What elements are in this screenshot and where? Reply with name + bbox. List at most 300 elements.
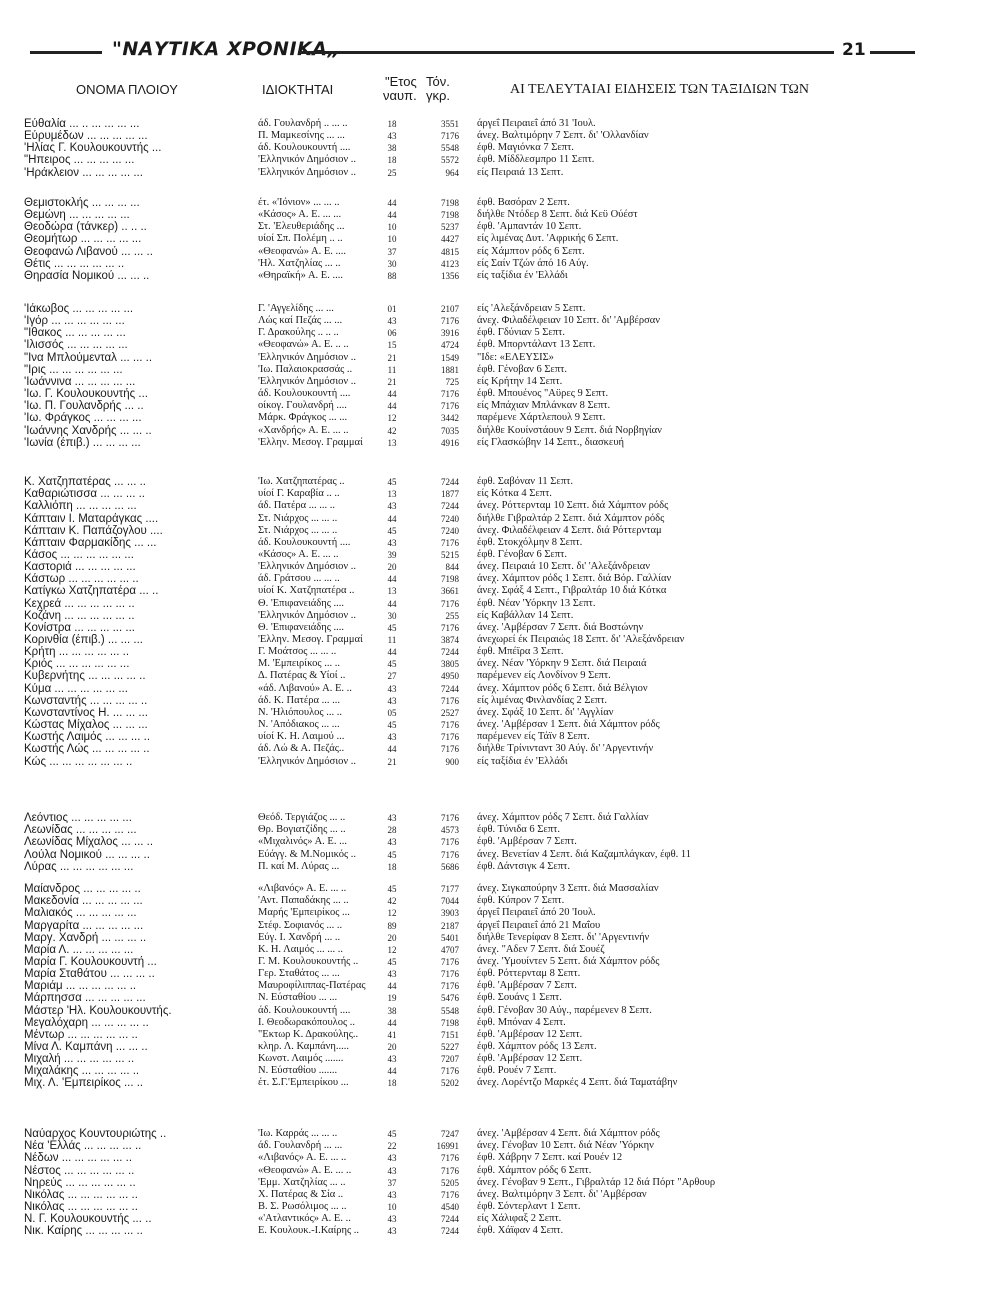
owner: άδ. Κ. Πατέρα ... ... [258, 694, 340, 706]
table-row [0, 1128, 1000, 1140]
header-rule [298, 51, 834, 54]
latest-news: έφθ. 'Αμβέρσαν 12 Σεπτ. [477, 1028, 583, 1040]
table-row [0, 658, 1000, 670]
ship-name: 'Ιωνία (έπιβ.) ... ... ... ... [24, 436, 141, 449]
table-row [0, 1140, 1000, 1152]
ship-name: Κάπταιν Ι. Ματαράγκας .... [24, 512, 159, 525]
table-row [0, 315, 1000, 327]
table-row [0, 500, 1000, 512]
table-row [0, 167, 1000, 179]
header-rule [870, 51, 915, 54]
ship-name: Κορινθία (έπιβ.) ... ... ... [24, 634, 143, 646]
year-built: 12 [387, 944, 397, 955]
table-row [0, 303, 1000, 315]
column-header-year-sub: ναυπ. [383, 88, 417, 103]
table-row [0, 731, 1000, 743]
table-row [0, 622, 1000, 634]
latest-news: άνεχ. Σφάξ 4 Σεπτ., Γιβραλτάρ 10 διά Κότκα [477, 585, 667, 597]
gross-tons: 5548 [441, 143, 459, 154]
owner: Ν. Εύσταθίου ... ... [258, 992, 338, 1004]
year-built: 43 [387, 969, 397, 979]
gross-tons: 7176 [441, 956, 459, 967]
year-built: 30 [387, 610, 397, 621]
year-built: 39 [387, 549, 397, 560]
year-built: 44 [387, 598, 397, 609]
year-built: 43 [387, 1153, 397, 1164]
year-built: 01 [387, 304, 397, 314]
owner: Θ. 'Επιφανειάδης .... [258, 621, 345, 633]
latest-news: έφθ. 'Αμπαντάν 10 Σεπτ. [477, 221, 582, 233]
gross-tons: 7198 [441, 574, 459, 585]
year-built: 18 [387, 1078, 397, 1089]
owner: 'Ελληνικόν Δημόσιον .. [258, 351, 357, 363]
gross-tons: 7176 [441, 720, 459, 730]
gross-tons: 7240 [441, 525, 459, 536]
gross-tons: 7176 [441, 695, 459, 706]
table-row [0, 836, 1000, 848]
owner: Εύγ. Ι. Χανδρή ... .. [258, 931, 341, 943]
table-row [0, 907, 1000, 919]
table-row [0, 209, 1000, 221]
gross-tons: 5548 [441, 1005, 459, 1016]
owner: υίοί Κ. Χατζηπατέρα .. [258, 585, 355, 597]
gross-tons: 4427 [441, 234, 459, 245]
table-row [0, 1201, 1000, 1213]
year-built: 44 [387, 401, 397, 412]
gross-tons: 5237 [441, 222, 459, 233]
table-row [0, 339, 1000, 351]
gross-tons: 7247 [441, 1129, 459, 1139]
gross-tons: 3805 [441, 659, 459, 670]
gross-tons: 7176 [441, 849, 459, 860]
owner: «Θηραϊκή» Α. Ε. .... [258, 269, 343, 281]
ship-name: Κώς ... ... ... ... ... ... .. [24, 755, 133, 768]
table-row [0, 561, 1000, 573]
table-row [0, 352, 1000, 364]
year-built: 20 [387, 932, 397, 943]
ship-name: Κωνσταντής ... ... ... ... .. [24, 694, 148, 707]
owner: 'Ελληνικόν Δημόσιον .. [258, 609, 357, 621]
year-built: 27 [387, 671, 397, 682]
latest-news: άνεχ. Λορέντζο Μαρκές 4 Σεπτ. διά Ταματάβην [477, 1077, 678, 1089]
year-built: 13 [387, 437, 397, 448]
table-row [0, 154, 1000, 166]
year-built: 43 [387, 837, 397, 848]
column-header-tons-sub: γκρ. [426, 88, 451, 103]
gross-tons: 5572 [441, 155, 459, 166]
ship-name: Θεμιστοκλής ... ... ... ... [24, 197, 140, 209]
ship-name: Καλλιόπη ... ... ... ... ... [24, 500, 137, 513]
owner: 'Εμμ. Χατζηλίας ... .. [258, 1176, 346, 1188]
table-row [0, 246, 1000, 258]
ship-name: 'Ιγόρ ... ... ... ... ... ... [24, 315, 125, 328]
gross-tons: 7176 [441, 969, 459, 979]
latest-news: έφθ. Δάντσιγκ 4 Σεπτ. [477, 860, 570, 872]
latest-news: άνεχ. Βαλτιμόρην 7 Σεπτ. δι' 'Ολλανδίαν [477, 130, 649, 142]
gross-tons: 5227 [441, 1042, 459, 1052]
table-row [0, 537, 1000, 549]
ship-name: Νέδων ... ... ... ... ... .. [24, 1152, 133, 1165]
table-row [0, 488, 1000, 500]
table-row [0, 719, 1000, 731]
latest-news: έφθ. Μίδδλεσμπρο 11 Σεπτ. [477, 154, 595, 166]
owner: κληρ. Λ. Καμπάνη..... [258, 1041, 350, 1052]
ship-name: 'Ιω. Φράγκος ... ... ... ... [24, 412, 142, 425]
table-row [0, 861, 1000, 873]
table-row [0, 980, 1000, 992]
owner: Δ. Πατέρας & Υίοί .. [258, 670, 346, 682]
latest-news: έφθ. 'Αμβέρσαν 7 Σεπτ. [477, 836, 577, 848]
latest-news: έφθ. Ρόττερνταμ 8 Σεπτ. [477, 968, 581, 979]
owner: «άδ. Λιβανού» Α. Ε. .. [258, 682, 352, 694]
latest-news: διήλθε Τρίνινταντ 30 Αύγ. δι' 'Αργεντινήν [477, 743, 654, 755]
gross-tons: 7176 [441, 813, 459, 823]
owner: «Θεοφανώ» Α. Ε. ... .. [258, 1164, 352, 1176]
latest-news: έφθ. Κύπρον 7 Σεπτ. [477, 895, 565, 907]
gross-tons: 7176 [441, 1189, 459, 1200]
owner: Π. καί Μ. Λύρας ... [258, 860, 340, 872]
ship-name: Μαρία Λ. ... ... ... ... ... [24, 943, 134, 956]
latest-news: άνεχ. Βαλτιμόρην 3 Σεπτ. δι' 'Αμβέρσαν [477, 1188, 647, 1200]
owner: άδ. Γουλανδρή .. ... .. [258, 118, 348, 129]
table-row [0, 1077, 1000, 1089]
owner: 'Ηλ. Χατζηλίας ... .. [258, 257, 341, 269]
year-built: 11 [387, 364, 397, 375]
ship-name: Μαργ. Χανδρή ... ... ... .. [24, 931, 147, 944]
latest-news: έφθ. Στοκχόλμην 8 Σεπτ. [477, 536, 583, 548]
gross-tons: 4815 [441, 246, 459, 257]
owner: "Εκτωρ Κ. Δρακούλης.. [258, 1028, 359, 1040]
ship-name: Κατίγκω Χατζηπατέρα ... .. [24, 585, 159, 598]
owner: Κ. Η. Λαιμός ... ... .. [258, 943, 343, 955]
table-row [0, 824, 1000, 836]
gross-tons: 900 [445, 756, 459, 767]
year-built: 44 [387, 389, 397, 400]
year-built: 05 [387, 707, 397, 718]
owner: 'Ελληνικόν Δημόσιον .. [258, 755, 357, 767]
latest-news: έφθ. Χάβρην 7 Σεπτ. καί Ρουέν 12 [477, 1152, 623, 1164]
year-built: 15 [387, 340, 397, 351]
gross-tons: 7244 [441, 683, 459, 694]
latest-news: είς λιμένας Δυτ. 'Αφρικής 6 Σεπτ. [477, 233, 619, 245]
year-built: 45 [387, 956, 397, 967]
ship-name: Καστοριά ... ... ... ... ... [24, 561, 136, 573]
year-built: 45 [387, 849, 397, 860]
ship-name: Μιχαλή ... ... ... ... ... .. [24, 1053, 135, 1066]
year-built: 21 [387, 756, 397, 767]
ship-name: Κυβερνήτης ... ... ... ... .. [24, 670, 146, 683]
latest-news: άνεχ. Σιγκαπούρην 3 Σεπτ. διά Μασσαλίαν [477, 883, 659, 894]
latest-news: έφθ. 'Αμβέρσαν 7 Σεπτ. [477, 980, 577, 992]
owner: άδ. Γουλανδρή ... ... [258, 1140, 343, 1152]
owner: «Θεοφανώ» Α. Ε. .... [258, 245, 347, 257]
gross-tons: 7244 [441, 1214, 459, 1224]
ship-name: Θεοδώρα (τάνκερ) .. .. .. [24, 221, 147, 234]
table-row [0, 1152, 1000, 1164]
ship-name: 'Ηράκλειον ... ... ... ... ... [24, 166, 143, 179]
year-built: 45 [387, 525, 397, 536]
gross-tons: 7176 [441, 389, 459, 400]
latest-news: έφθ. Μπόναν 4 Σεπτ. [477, 1016, 566, 1028]
table-row [0, 412, 1000, 424]
latest-news: άνεχ. Γένοβαν 10 Σεπτ. διά Νέαν 'Υόρκην [477, 1140, 654, 1152]
gross-tons: 844 [445, 562, 459, 572]
ship-name: Κύμα ... ... ... ... ... ... [24, 682, 128, 695]
gross-tons: 7176 [441, 537, 459, 548]
ship-name: Κοζάνη ... ... ... ... ... .. [24, 609, 135, 622]
page-header [0, 34, 1000, 64]
year-built: 44 [387, 744, 397, 755]
ship-name: Θεοφανώ Λιβανού ... ... .. [24, 245, 153, 258]
year-built: 21 [387, 376, 397, 387]
latest-news: είς Γλασκώβην 14 Σεπτ., διασκευή [477, 436, 625, 448]
latest-news: άνεχ. Χάμπτον ρόδς 7 Σεπτ. διά Γαλλίαν [477, 812, 649, 823]
table-row [0, 1225, 1000, 1237]
gross-tons: 3903 [441, 908, 459, 919]
year-built: 18 [387, 861, 397, 872]
latest-news: είς Χάλιφαξ 2 Σεπτ. [477, 1213, 562, 1224]
ship-name: Νέα 'Ελλάς ... ... ... ... .. [24, 1140, 142, 1153]
gross-tons: 7244 [441, 647, 459, 658]
table-row [0, 364, 1000, 376]
table-row [0, 476, 1000, 488]
year-built: 42 [387, 896, 397, 907]
gross-tons: 7176 [441, 837, 459, 848]
gross-tons: 7035 [441, 425, 459, 436]
ship-name: Μίνα Λ. Καμπάνη ... ... .. [24, 1041, 148, 1053]
gross-tons: 7244 [441, 477, 459, 487]
ship-name: Κάσος ... ... ... ... ... ... [24, 548, 134, 561]
ship-name: Εύθαλία ... .. ... ... ... ... [24, 118, 140, 130]
table-row [0, 142, 1000, 154]
year-built: 25 [387, 167, 397, 178]
year-built: 45 [387, 477, 397, 487]
owner: Γ. Μ. Κουλουκουντής .. [258, 955, 359, 967]
latest-news: είς ταξίδια έν 'Ελλάδι [477, 269, 568, 281]
latest-news: είς 'Αλεξάνδρειαν 5 Σεπτ. [477, 303, 586, 314]
year-built: 43 [387, 501, 397, 512]
latest-news: άνεχ. Πειραιά 10 Σεπτ. δι' 'Αλεξάνδρειαν [477, 561, 650, 572]
table-row [0, 513, 1000, 525]
gross-tons: 16991 [436, 1141, 459, 1152]
latest-news: "Ιδε: «ΕΛΕΥΣΙΣ» [477, 351, 554, 363]
gross-tons: 4540 [441, 1201, 459, 1212]
year-built: 20 [387, 562, 397, 572]
gross-tons: 5401 [441, 932, 459, 943]
gross-tons: 7151 [441, 1029, 459, 1040]
table-row [0, 258, 1000, 270]
owner: «Λιβανός» Α. Ε. ... .. [258, 1152, 347, 1164]
year-built: 44 [387, 647, 397, 658]
owner: Γ. 'Αγγελίδης ... ... [258, 303, 334, 314]
owner: Κωνστ. Λαιμός ....... [258, 1053, 344, 1065]
gross-tons: 7176 [441, 316, 459, 327]
table-row [0, 695, 1000, 707]
gross-tons: 7240 [441, 513, 459, 524]
table-row [0, 992, 1000, 1004]
latest-news: άνεχ. "Αδεν 7 Σεπτ. διά Σουέζ [477, 943, 605, 955]
gross-tons: 5476 [441, 993, 459, 1004]
gross-tons: 7176 [441, 1153, 459, 1164]
gross-tons: 7198 [441, 1017, 459, 1028]
latest-news: έφθ. Χάμπτον ρόδς 6 Σεπτ. [477, 1164, 592, 1176]
gross-tons: 3661 [441, 586, 459, 597]
gross-tons: 7176 [441, 401, 459, 412]
latest-news: έφθ. Γένοβαν 6 Σεπτ. [477, 363, 567, 375]
year-built: 11 [387, 635, 397, 645]
ship-name: Κ. Χατζηπατέρας ... ... .. [24, 476, 146, 488]
gross-tons: 5205 [441, 1177, 459, 1188]
owner: «Κάσος» Α. Ε. ... .. [258, 548, 339, 560]
owner: Θ. 'Επιφανειάδης .... [258, 597, 345, 609]
gross-tons: 7176 [441, 732, 459, 743]
ship-name: Νικ. Καίρης ... ... ... ... .. [24, 1225, 143, 1238]
table-row [0, 400, 1000, 412]
ship-name: Κάπταιν Κ. Παπάζογλου .... [24, 524, 163, 537]
table-row [0, 944, 1000, 956]
owner: Λώς καί Πεζάς ... ... [258, 315, 343, 327]
gross-tons: 7176 [441, 981, 459, 992]
table-row [0, 1177, 1000, 1189]
ship-name: 'Ηλίας Γ. Κουλουκουντής ... [24, 142, 162, 155]
owner: υίοί Κ. Η. Λαιμού ... [258, 731, 345, 743]
owner: Ν. 'Ηλιόπουλος ... .. [258, 706, 342, 718]
table-row [0, 1165, 1000, 1177]
ship-name: Ν. Γ. Κουλουκουντής ... .. [24, 1213, 152, 1225]
owner: υίοί Γ. Καραβία .. .. [258, 488, 340, 500]
owner: Γ. Δρακούλης .. .. .. [258, 327, 339, 339]
owner: 'Ελληνικόν Δημόσιον .. [258, 166, 357, 178]
latest-news: άνεχ. Βενετίαν 4 Σεπτ. διά Καζαμπλάγκαν, έφθ. 11 [477, 848, 692, 860]
year-built: 43 [387, 1189, 397, 1200]
ship-name: Μάστερ 'Ηλ. Κουλουκουντής. [24, 1004, 172, 1017]
owner: Ν. 'Απόδιακος ... ... [258, 719, 340, 730]
owner: άδ. Κουλουκουντή .... [258, 536, 351, 548]
latest-news: έφθ. Χάϊφαν 4 Σεπτ. [477, 1225, 564, 1237]
gross-tons: 4573 [441, 825, 459, 836]
latest-news: είς λιμένας Φινλανδίας 2 Σεπτ. [477, 694, 608, 706]
year-built: 06 [387, 328, 397, 339]
latest-news: διήλθε Τενερίφαν 8 Σεπτ. δι' 'Αργεντινήν [477, 931, 650, 943]
table-row [0, 376, 1000, 388]
gross-tons: 5215 [441, 549, 459, 560]
gross-tons: 7176 [441, 1165, 459, 1176]
latest-news: άνεχ. 'Υμουίντεν 5 Σεπτ. διά Χάμπτον ρόδς [477, 955, 660, 967]
ship-name: 'Ιωάννινα ... ... ... ... ... [24, 375, 136, 388]
latest-news: είς Κότκα 4 Σεπτ. [477, 488, 552, 500]
gross-tons: 7244 [441, 501, 459, 512]
year-built: 20 [387, 1042, 397, 1052]
year-built: 44 [387, 210, 397, 221]
table-row [0, 221, 1000, 233]
owner: Θρ. Βογιατζίδης ... .. [258, 824, 346, 836]
gross-tons: 7207 [441, 1054, 459, 1065]
ship-name: Μάρπησσα ... ... ... ... ... [24, 992, 146, 1005]
gross-tons: 4950 [441, 671, 459, 682]
table-row [0, 883, 1000, 895]
owner: 'Ιω. Καρράς ... ... .. [258, 1128, 338, 1139]
ship-name: "Ηπειρος ... ... ... ... ... [24, 154, 135, 167]
owner: Στ. Νιάρχος ... ... .. [258, 512, 338, 524]
ship-name: Νηρεύς ... ... ... ... ... .. [24, 1176, 136, 1189]
ship-name: 'Ιωάννης Χανδρής ... ... .. [24, 424, 152, 437]
ship-name: Κονίστρα ... ... ... ... ... [24, 621, 135, 634]
year-built: 42 [387, 425, 397, 436]
year-built: 44 [387, 1066, 397, 1077]
table-row [0, 968, 1000, 980]
ship-name: Λούλα Νομικού ... ... ... .. [24, 848, 150, 861]
latest-news: άργεΐ Πειραιεΐ άπό 20 'Ιουλ. [477, 907, 596, 919]
latest-news: έφθ. Σαβόναν 11 Σεπτ. [477, 476, 573, 487]
table-row [0, 1213, 1000, 1225]
year-built: 44 [387, 574, 397, 585]
table-row [0, 707, 1000, 719]
gross-tons: 4123 [441, 258, 459, 269]
page-number: 21 [842, 40, 866, 60]
owner: έτ. Σ.Γ.'Εμπειρίκου ... [258, 1077, 349, 1089]
latest-news: άνεχ. 'Αμβέρσαν 7 Σεπτ. διά Βοστώνην [477, 621, 644, 633]
owner: άδ. Γράτσου ... ... .. [258, 573, 340, 585]
table-row [0, 670, 1000, 682]
owner: Γ. Μοάτσος ... ... .. [258, 646, 337, 658]
table-row [0, 130, 1000, 142]
ship-name: Εύρυμέδων ... ... ... ... ... [24, 130, 148, 143]
latest-news: έφθ. Μπέϊρα 3 Σεπτ. [477, 646, 564, 658]
latest-news: παρέμενεν είς Λονδίνον 9 Σεπτ. [477, 670, 611, 682]
year-built: 38 [387, 143, 397, 154]
year-built: 18 [387, 119, 397, 129]
latest-news: άνεχ. Χάμπτον ρόδς 1 Σεπτ. διά Βόρ. Γαλλίαν [477, 573, 672, 585]
ship-name: Θέτις ... ... ... ... ... .. [24, 257, 125, 270]
latest-news: άνεχ. Ρόττερνταμ 10 Σεπτ. διά Χάμπτον ρόδς [477, 500, 669, 512]
table-row [0, 233, 1000, 245]
gross-tons: 1877 [441, 489, 459, 500]
table-row [0, 197, 1000, 209]
owner: οίκογ. Γουλανδρή .... [258, 400, 347, 412]
ship-name: Καθαριώτισσα ... ... ... .. [24, 488, 146, 501]
gross-tons: 2187 [441, 920, 459, 931]
owner: άδ. Κουλουκουντή .... [258, 388, 351, 400]
table-row [0, 1065, 1000, 1077]
table-row [0, 327, 1000, 339]
ship-name: Κωνσταντίνος Η. ... ... ... [24, 706, 148, 719]
gross-tons: 1356 [441, 270, 459, 281]
column-header-ship-name: ΟΝΟΜΑ ΠΛΟΙΟΥ [76, 82, 178, 97]
latest-news: είς Σαίν Τζών άπό 16 Αύγ. [477, 257, 589, 269]
latest-news: άνεχ. Χάμπτον ρόδς 6 Σεπτ. διά Βέλγιον [477, 682, 648, 694]
ship-name: Λύρας ... ... ... ... ... ... [24, 860, 134, 873]
owner: Στέφ. Σοφιανός ... .. [258, 919, 343, 931]
gross-tons: 7177 [441, 884, 459, 894]
table-row [0, 895, 1000, 907]
ship-name: Μέντωρ ... ... ... ... ... .. [24, 1028, 138, 1041]
table-row [0, 932, 1000, 944]
gross-tons: 255 [445, 610, 459, 621]
gross-tons: 2107 [441, 304, 459, 314]
table-row [0, 437, 1000, 449]
year-built: 43 [387, 131, 397, 142]
latest-news: είς Κρήτην 14 Σεπτ. [477, 375, 563, 387]
ship-name: 'Ιω. Π. Γουλανδρής ... .. [24, 400, 144, 413]
owner: 'Ελληνικόν Δημόσιον .. [258, 375, 357, 387]
owner: Εύάγγ. & Μ.Νομικός .. [258, 848, 357, 860]
table-row [0, 1053, 1000, 1065]
ship-name: Νέστος ... ... ... ... ... .. [24, 1164, 135, 1177]
latest-news: άνεχ. Σφάξ 10 Σεπτ. δι' 'Αγγλίαν [477, 706, 614, 718]
ship-name: Κάπταιν Φαρμακίδης ... ... [24, 536, 157, 549]
latest-news: παρέμενεν είς Τάϊν 8 Σεπτ. [477, 731, 590, 743]
owner: «Μιχαλινός» Α. Ε. ... [258, 836, 347, 848]
